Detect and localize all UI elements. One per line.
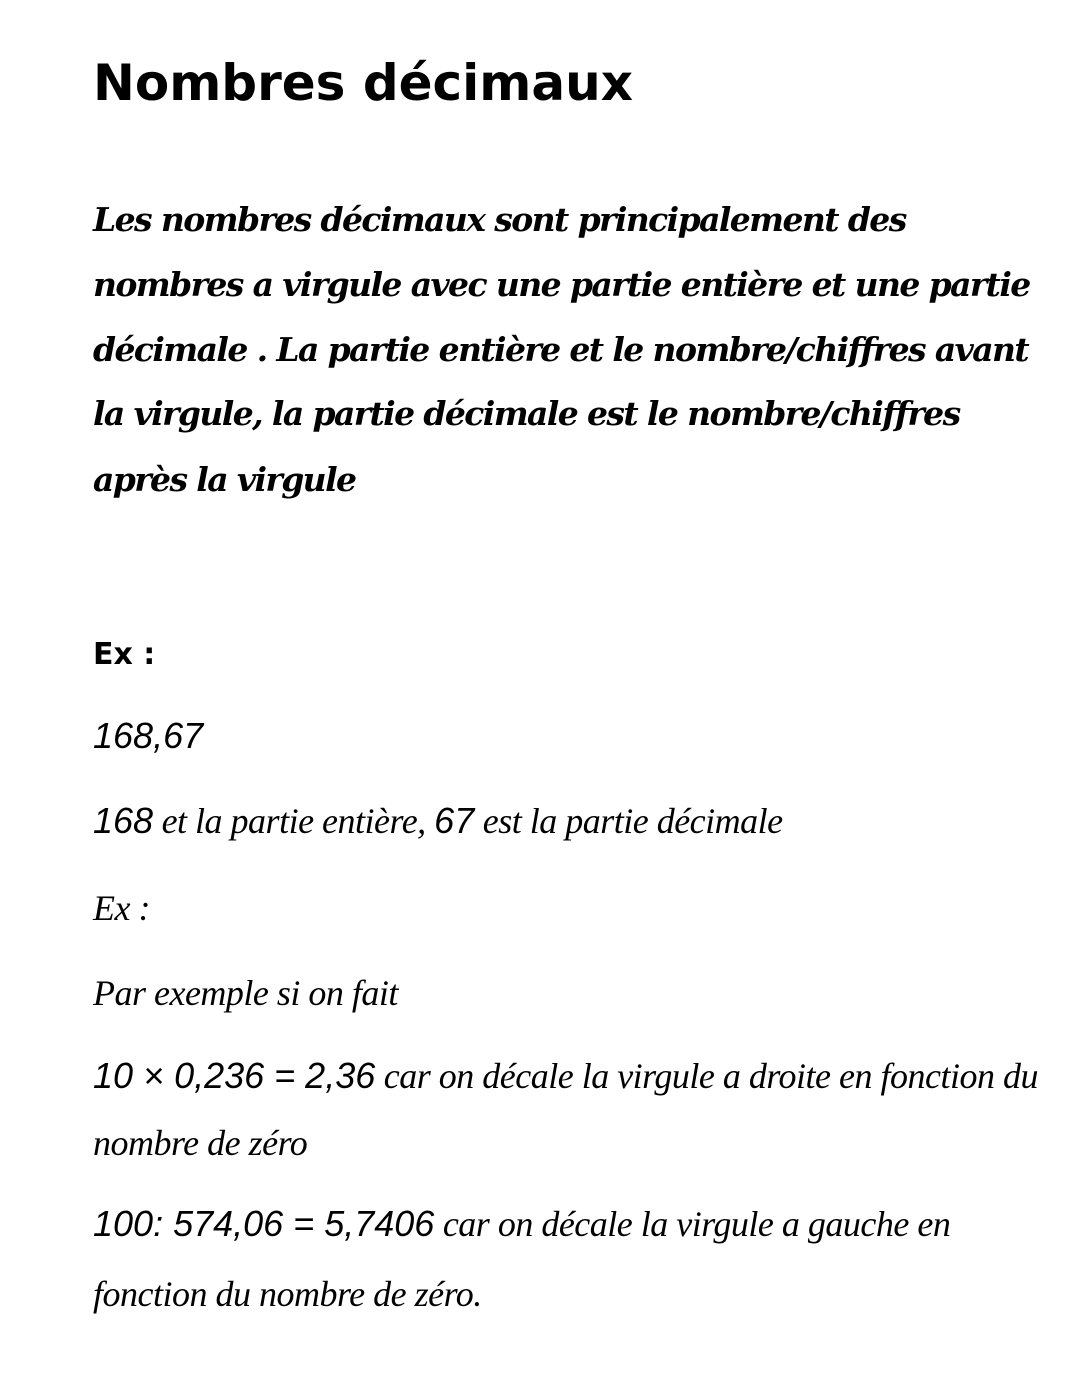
division-expression: 100: 574,06 = 5,7406 — [93, 1203, 435, 1244]
division-text: car on décale la virgule a gauche en — [434, 1204, 951, 1244]
intro-line: la virgule, la partie décimale est le nombre/chiffres — [93, 394, 960, 433]
intro-line: nombres a virgule avec une partie entière et une partie — [93, 265, 1030, 304]
intro-line: après la virgule — [93, 460, 356, 499]
example1-explanation — [93, 800, 783, 841]
explanation-text: est la partie décimale — [474, 801, 783, 841]
example2-label: Ex : — [93, 888, 150, 928]
integer-part: 168 — [93, 800, 154, 841]
multiplication-text-cont: nombre de zéro — [93, 1123, 308, 1163]
explanation-text: et la partie entière, — [153, 801, 435, 841]
decimal-part: 67 — [434, 800, 475, 841]
example2-intro: Par exemple si on fait — [93, 973, 398, 1013]
multiplication-example — [93, 1055, 1038, 1096]
intro-line: décimale . La partie entière et le nombre/chiffres avant — [93, 330, 1029, 369]
page-title: Nombres décimaux — [93, 54, 633, 112]
example1-number: 168,67 — [93, 715, 204, 756]
division-text-cont: fonction du nombre de zéro. — [93, 1274, 482, 1314]
multiplication-expression: 10 × 0,236 = 2,36 — [93, 1055, 376, 1096]
division-example — [93, 1203, 951, 1244]
example1-label: Ex : — [93, 637, 156, 672]
multiplication-text: car on décale la virgule a droite en fonction du — [375, 1056, 1038, 1096]
intro-line: Les nombres décimaux sont principalement des — [93, 200, 906, 239]
